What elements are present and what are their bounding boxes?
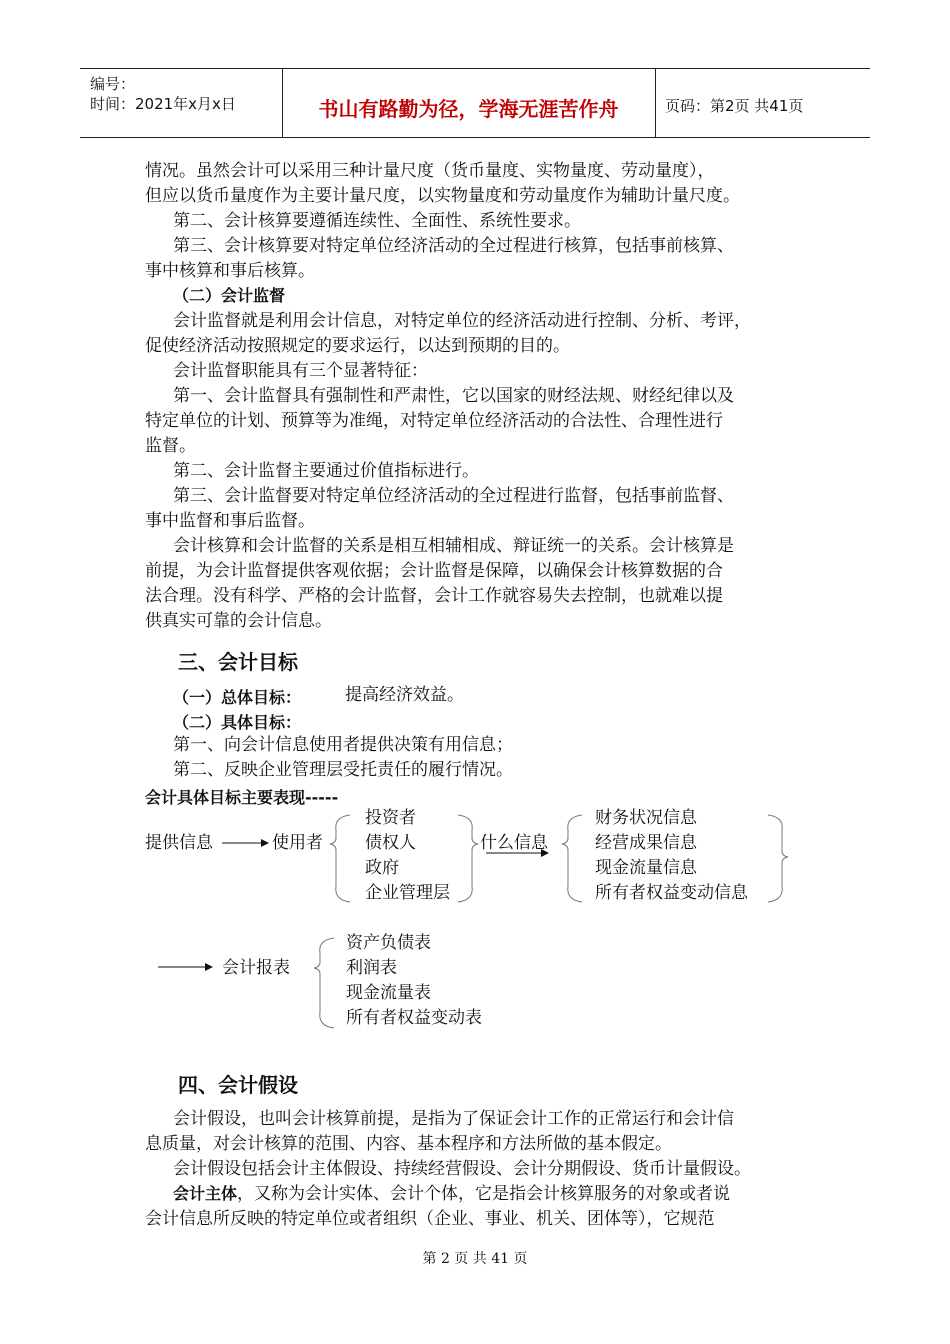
text-line <box>145 1183 730 1205</box>
text-line: 第一、会计监督具有强制性和严肃性，它以国家的财经法规、财经纪律以及 <box>173 386 734 406</box>
diagram-users-label: 使用者 <box>272 833 323 853</box>
text-line: 供真实可靠的会计信息。 <box>145 611 332 631</box>
diagram-user-item: 政府 <box>365 858 399 878</box>
text-line: 监督。 <box>145 436 196 456</box>
text-line: 会计监督职能具有三个显著特征： <box>173 361 428 381</box>
text-line: 会计核算和会计监督的关系是相互相辅相成、辩证统一的关系。会计核算是 <box>173 536 734 556</box>
page-footer: 第 2 页 共 41 页 <box>422 1251 528 1267</box>
section-heading: 三、会计目标 <box>178 650 298 674</box>
header-page: 页码：第2页 共41页 <box>665 97 804 115</box>
diagram-provide-info: 提供信息 <box>145 833 213 853</box>
text-line: 前提，为会计监督提供客观依据；会计监督是保障，以确保会计核算数据的合 <box>145 561 723 581</box>
text-line: 会计信息所反映的特定单位或者组织（企业、事业、机关、团体等），它规范 <box>145 1209 715 1229</box>
header-date: 时间：2021年x月x日 <box>90 95 236 113</box>
text-line: 第二、会计监督主要通过价值指标进行。 <box>173 461 479 481</box>
diagram-user-item: 企业管理层 <box>365 883 450 903</box>
brace-icon <box>458 815 478 902</box>
bold-term: 会计主体 <box>173 1184 238 1203</box>
diagram-report-item: 资产负债表 <box>346 933 431 953</box>
diagram-what-info: 什么信息 <box>480 833 548 853</box>
text-line: 第三、会计核算要对特定单位经济活动的全过程进行核算，包括事前核算、 <box>173 236 734 256</box>
diagram-info-item: 现金流量信息 <box>595 858 697 878</box>
goal-expression: 会计具体目标主要表现----- <box>145 788 339 807</box>
brace-icon <box>768 815 788 902</box>
diagram-user-item: 投资者 <box>365 808 416 828</box>
text-line: 第二、反映企业管理层受托责任的履行情况。 <box>173 760 513 780</box>
text-line: 第二、会计核算要遵循连续性、全面性、系统性要求。 <box>173 211 581 231</box>
diagram-report-item: 现金流量表 <box>346 983 431 1003</box>
text-line: 息质量，对会计核算的范围、内容、基本程序和方法所做的基本假定。 <box>145 1134 672 1154</box>
brace-icon <box>314 938 334 1028</box>
diagram-info-item: 所有者权益变动信息 <box>595 883 748 903</box>
text-line: 第一、向会计信息使用者提供决策有用信息； <box>173 735 513 755</box>
diagram-user-item: 债权人 <box>365 833 416 853</box>
text-line: 促使经济活动按照规定的要求运行，以达到预期的目的。 <box>145 336 570 356</box>
diagram-reports-label: 会计报表 <box>222 958 290 978</box>
text-line: 情况。虽然会计可以采用三种计量尺度（货币量度、实物量度、劳动量度）， <box>145 161 715 181</box>
text-line: 但应以货币量度作为主要计量尺度，以实物量度和劳动量度作为辅助计量尺度。 <box>145 186 740 206</box>
goal-overall-text: 提高经济效益。 <box>345 685 464 705</box>
text-line: 第三、会计监督要对特定单位经济活动的全过程进行监督，包括事前监督、 <box>173 486 734 506</box>
section-heading: （二）会计监督 <box>173 286 286 305</box>
section-heading: 四、会计假设 <box>178 1073 298 1097</box>
text-line: 会计假设包括会计主体假设、持续经营假设、会计分期假设、货币计量假设。 <box>173 1159 751 1179</box>
diagram-report-item: 所有者权益变动表 <box>346 1008 482 1028</box>
goal-overall-label: （一）总体目标： <box>173 688 302 707</box>
text-line: 会计假设，也叫会计核算前提，是指为了保证会计工作的正常运行和会计信 <box>173 1109 734 1129</box>
brace-icon <box>330 815 350 902</box>
header-number: 编号： <box>90 75 136 93</box>
text-line: 法合理。没有科学、严格的会计监督，会计工作就容易失去控制，也就难以提 <box>145 586 723 606</box>
diagram-info-item: 经营成果信息 <box>595 833 697 853</box>
brace-icon <box>562 815 582 902</box>
text-line: 特定单位的计划、预算等为准绳，对特定单位经济活动的合法性、合理性进行 <box>145 411 723 431</box>
diagram-report-item: 利润表 <box>346 958 397 978</box>
text-line: 事中监督和事后监督。 <box>145 511 315 531</box>
diagram-info-item: 财务状况信息 <box>595 808 697 828</box>
goal-specific-label: （二）具体目标： <box>173 713 302 732</box>
text-span: ，又称为会计实体、会计个体，它是指会计核算服务的对象或者说 <box>237 1184 731 1204</box>
header-motto: 书山有路勤为径，学海无涯苦作舟 <box>318 97 619 121</box>
text-line: 会计监督就是利用会计信息，对特定单位的经济活动进行控制、分析、考评， <box>173 311 751 331</box>
text-line: 事中核算和事后核算。 <box>145 261 315 281</box>
